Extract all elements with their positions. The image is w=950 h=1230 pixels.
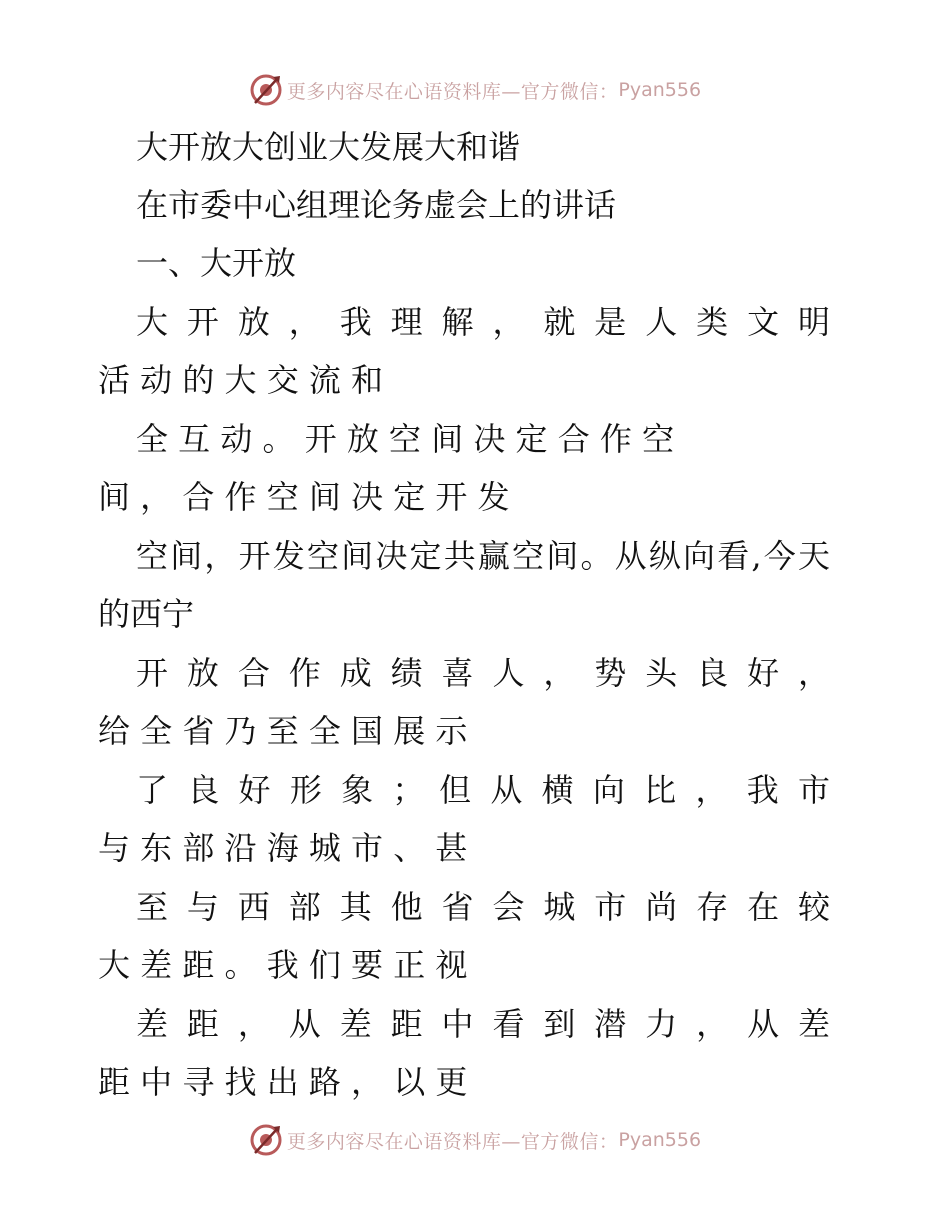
- section-heading: 一、大开放: [136, 244, 297, 282]
- body-line: 差 距 ， 从 差 距 中 看 到 潜 力 ， 从 差: [136, 1005, 830, 1043]
- body-line: 大 差 距 。 我 们 要 正 视: [98, 946, 468, 984]
- body-line: 大 开 放 ， 我 理 解 ， 就 是 人 类 文 明: [136, 303, 830, 341]
- footer-banner-contact: Pyan556: [618, 1129, 702, 1151]
- body-line: 了 良 好 形 象 ； 但 从 横 向 比 ， 我 市: [136, 771, 830, 809]
- document-subtitle: 在市委中心组理论务虚会上的讲话: [136, 186, 617, 224]
- header-banner-contact: Pyan556: [618, 79, 702, 101]
- body-line: 的西宁: [98, 595, 195, 633]
- body-line: 与 东 部 沿 海 城 市 、 甚: [98, 829, 468, 867]
- body-line: 全 互 动 。 开 放 空 间 决 定 合 作 空: [136, 420, 675, 458]
- body-line: 间 ， 合 作 空 间 决 定 开 发: [98, 478, 510, 516]
- header-banner-text: 更多内容尽在心语资料库—官方微信：: [286, 80, 619, 103]
- document-title: 大开放大创业大发展大和谐: [136, 128, 521, 166]
- footer-banner: [0, 1120, 950, 1160]
- body-line: 空间，开发空间决定共赢空间。从纵向看,今天: [136, 537, 830, 575]
- body-line: 活 动 的 大 交 流 和: [98, 361, 384, 399]
- quill-seal-icon: [249, 1123, 283, 1157]
- body-line: 至 与 西 部 其 他 省 会 城 市 尚 存 在 较: [136, 888, 830, 926]
- body-line: 开 放 合 作 成 绩 喜 人 ， 势 头 良 好 ，: [136, 654, 830, 692]
- body-line: 距 中 寻 找 出 路 ， 以 更: [98, 1063, 468, 1101]
- footer-banner-text: 更多内容尽在心语资料库—官方微信：: [286, 1130, 619, 1153]
- body-line: 给 全 省 乃 至 全 国 展 示: [98, 712, 468, 750]
